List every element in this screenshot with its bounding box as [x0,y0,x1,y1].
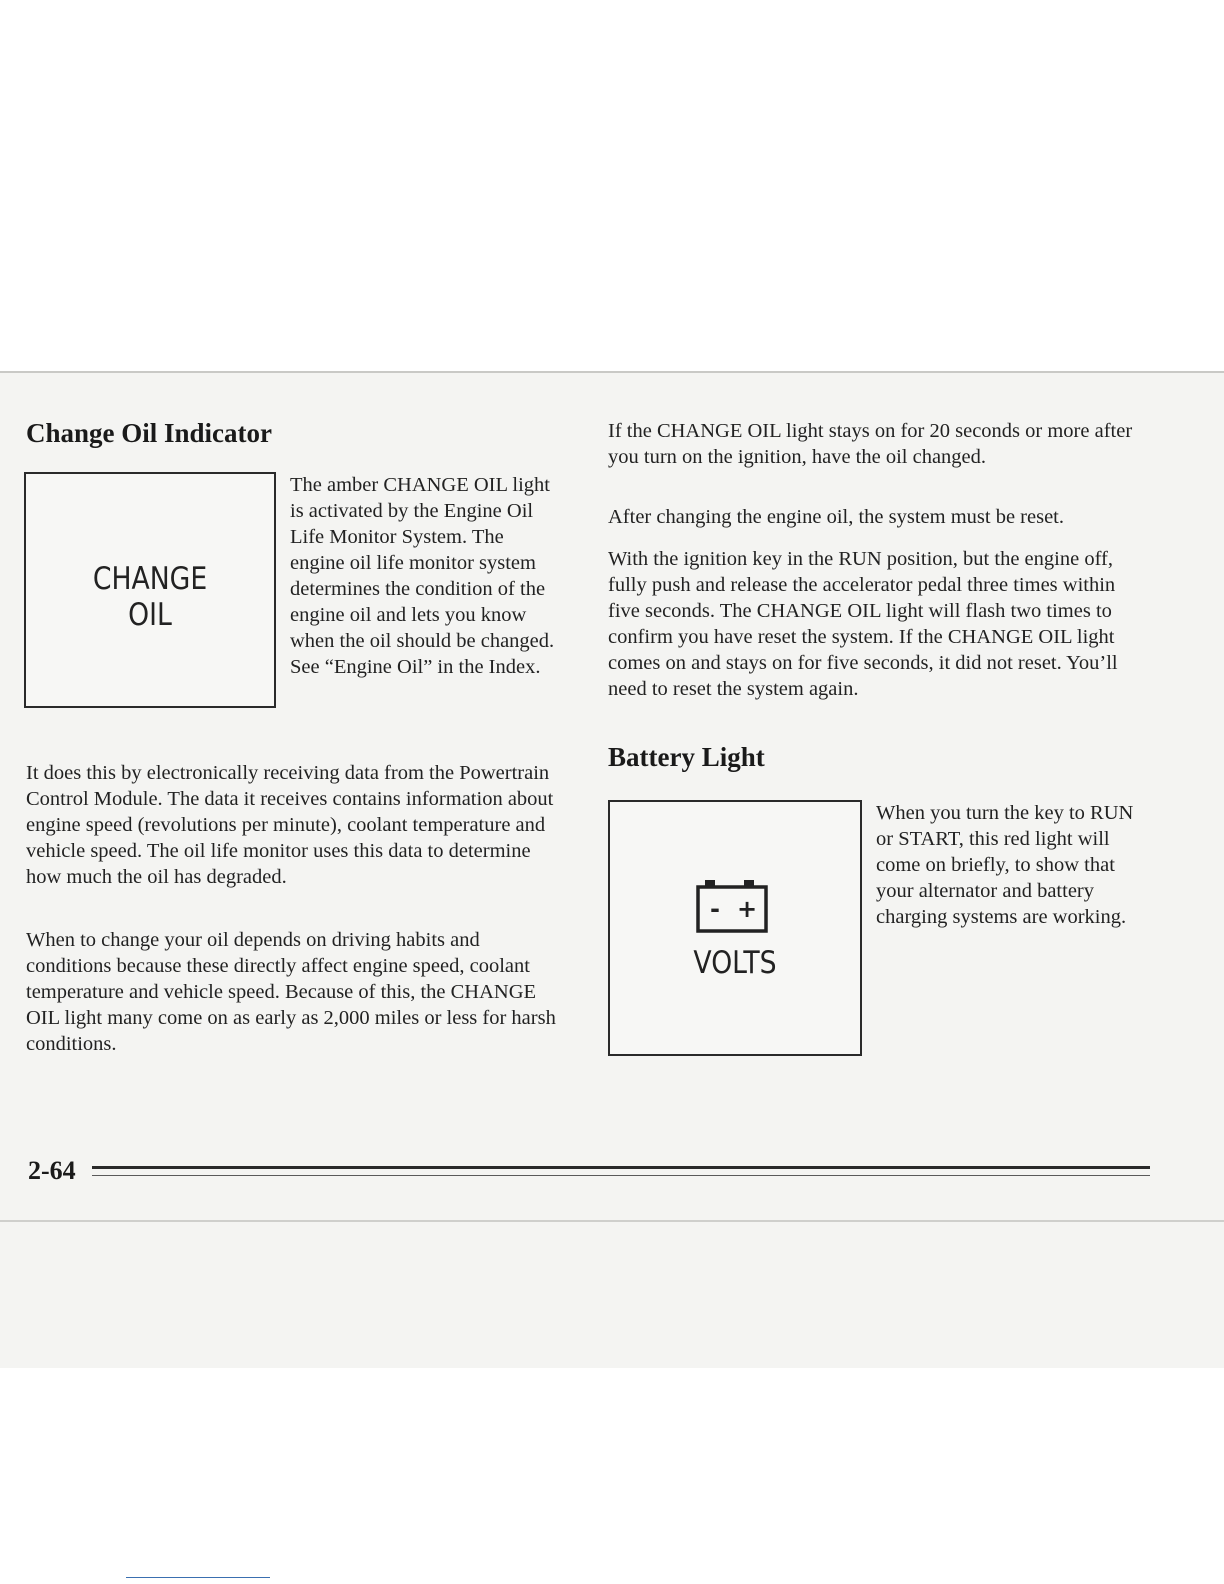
page-number: 2-64 [28,1156,76,1185]
footer-rule-thick [92,1166,1150,1169]
battery-plus-sign: + [736,895,758,923]
change-oil-indicator-line2: OIL [128,597,172,633]
stray-underline [126,1577,270,1578]
battery-indicator-box [608,800,862,1056]
battery-side-paragraph: When you turn the key to RUN or START, this red light will come on briefly, to show that your alternator and battery charging systems are working. [876,802,1134,928]
change-oil-heading: Change Oil Indicator [26,418,273,448]
battery-icon [692,878,778,936]
change-oil-paragraph-2: When to change your oil depends on driving habits and conditions because these directly affect engine speed, coolant temperature and vehicle speed. Because of this, the CHANGE OIL light many come on as early as 2,000 miles or less for harsh conditions. [26,929,556,1055]
change-oil-reset-paragraph-2: After changing the engine oil, the system must be reset. [608,506,1065,528]
change-oil-indicator-box [24,472,276,708]
change-oil-reset-paragraph-1: If the CHANGE OIL light stays on for 20 seconds or more after you turn on the ignition, have the oil changed. [608,420,1133,468]
battery-volts-label: VOLTS [693,945,777,981]
battery-light-heading: Battery Light [608,742,765,772]
footer-rule-thin [92,1175,1150,1176]
page-bottom-edge [0,1220,1224,1222]
change-oil-reset-paragraph-3: With the ignition key in the RUN position, but the engine off, fully push and release the accelerator pedal three times within five seconds. The CHANGE OIL light will flash two times to confirm you have reset the system. If the CHANGE OIL light comes on and stays on for five seconds, it did not reset. You’ll need to reset the system again. [608,548,1118,700]
change-oil-paragraph-1: It does this by electronically receiving data from the Powertrain Control Module. The data it receives contains information about engine speed (revolutions per minute), coolant temperature and vehicle speed. The oil life monitor uses this data to determine how much the oil has degraded. [26,762,554,888]
change-oil-side-paragraph: The amber CHANGE OIL light is activated by the Engine Oil Life Monitor System. The engine oil life monitor system determines the condition of the engine oil and lets you know when the oil should be changed. See “Engine Oil” in the Index. [290,474,555,678]
change-oil-indicator-line1: CHANGE [92,561,208,597]
page-top-edge [0,371,1224,373]
battery-minus-sign: - [710,895,720,923]
